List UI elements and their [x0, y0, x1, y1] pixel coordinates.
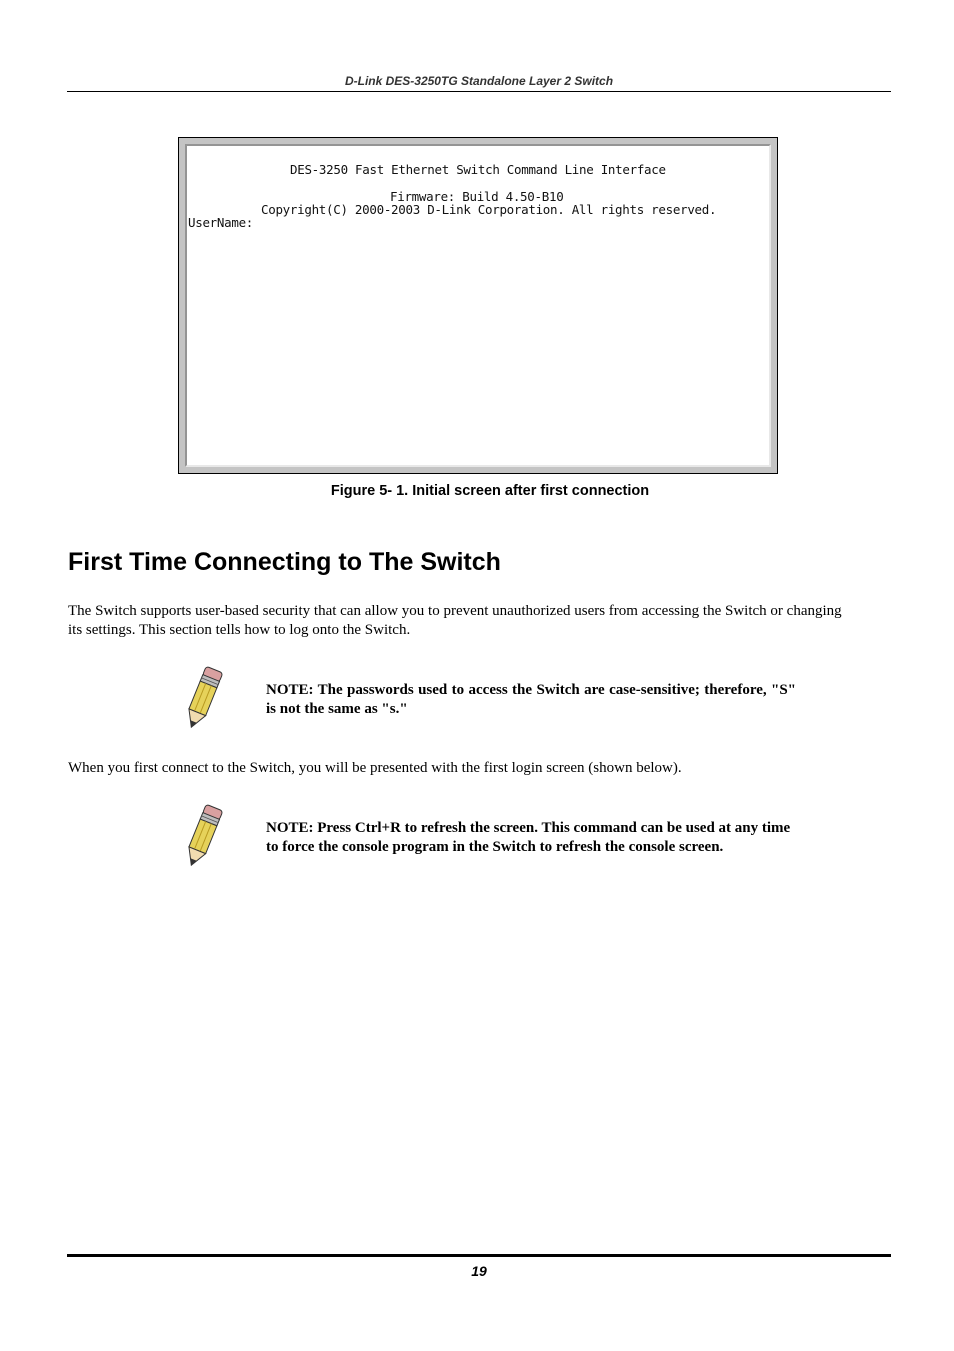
- note-case-sensitive: NOTE: The passwords used to access the Switch are case-sensitive; therefore, "S" is not the same as "s.": [266, 682, 796, 717]
- note-ctrl-r: NOTE: Press Ctrl+R to refresh the screen. This command can be used at any time to force the console program in the Switch to refresh the console screen.: [266, 820, 791, 855]
- running-header: D-Link DES-3250TG Standalone Layer 2 Switch: [344, 74, 614, 88]
- page-number: 19: [471, 1263, 487, 1279]
- terminal-username-prompt: UserName:: [188, 215, 254, 230]
- section-heading: First Time Connecting to The Switch: [68, 548, 501, 576]
- header-divider: [67, 91, 891, 92]
- terminal-screenshot: [178, 137, 778, 474]
- intro-paragraph: The Switch supports user-based security that can allow you to prevent unauthorized users from accessing the Switch or changing its settings. This section tells how to log onto the Switch.: [68, 603, 842, 638]
- footer-divider: [67, 1254, 891, 1257]
- terminal-copyright-line: Copyright(C) 2000-2003 D-Link Corporation. All rights reserved.: [261, 202, 717, 217]
- figure-caption: Figure 5- 1. Initial screen after first connection: [330, 483, 650, 499]
- login-paragraph: When you first connect to the Switch, you will be presented with the first login screen (shown below).: [68, 760, 682, 776]
- terminal-screen: [185, 144, 771, 467]
- terminal-title-line: DES-3250 Fast Ethernet Switch Command Line Interface: [290, 162, 666, 177]
- pencil-icon: [174, 663, 230, 733]
- terminal-firmware-line: Firmware: Build 4.50-B10: [390, 189, 564, 204]
- pencil-icon: [174, 801, 230, 871]
